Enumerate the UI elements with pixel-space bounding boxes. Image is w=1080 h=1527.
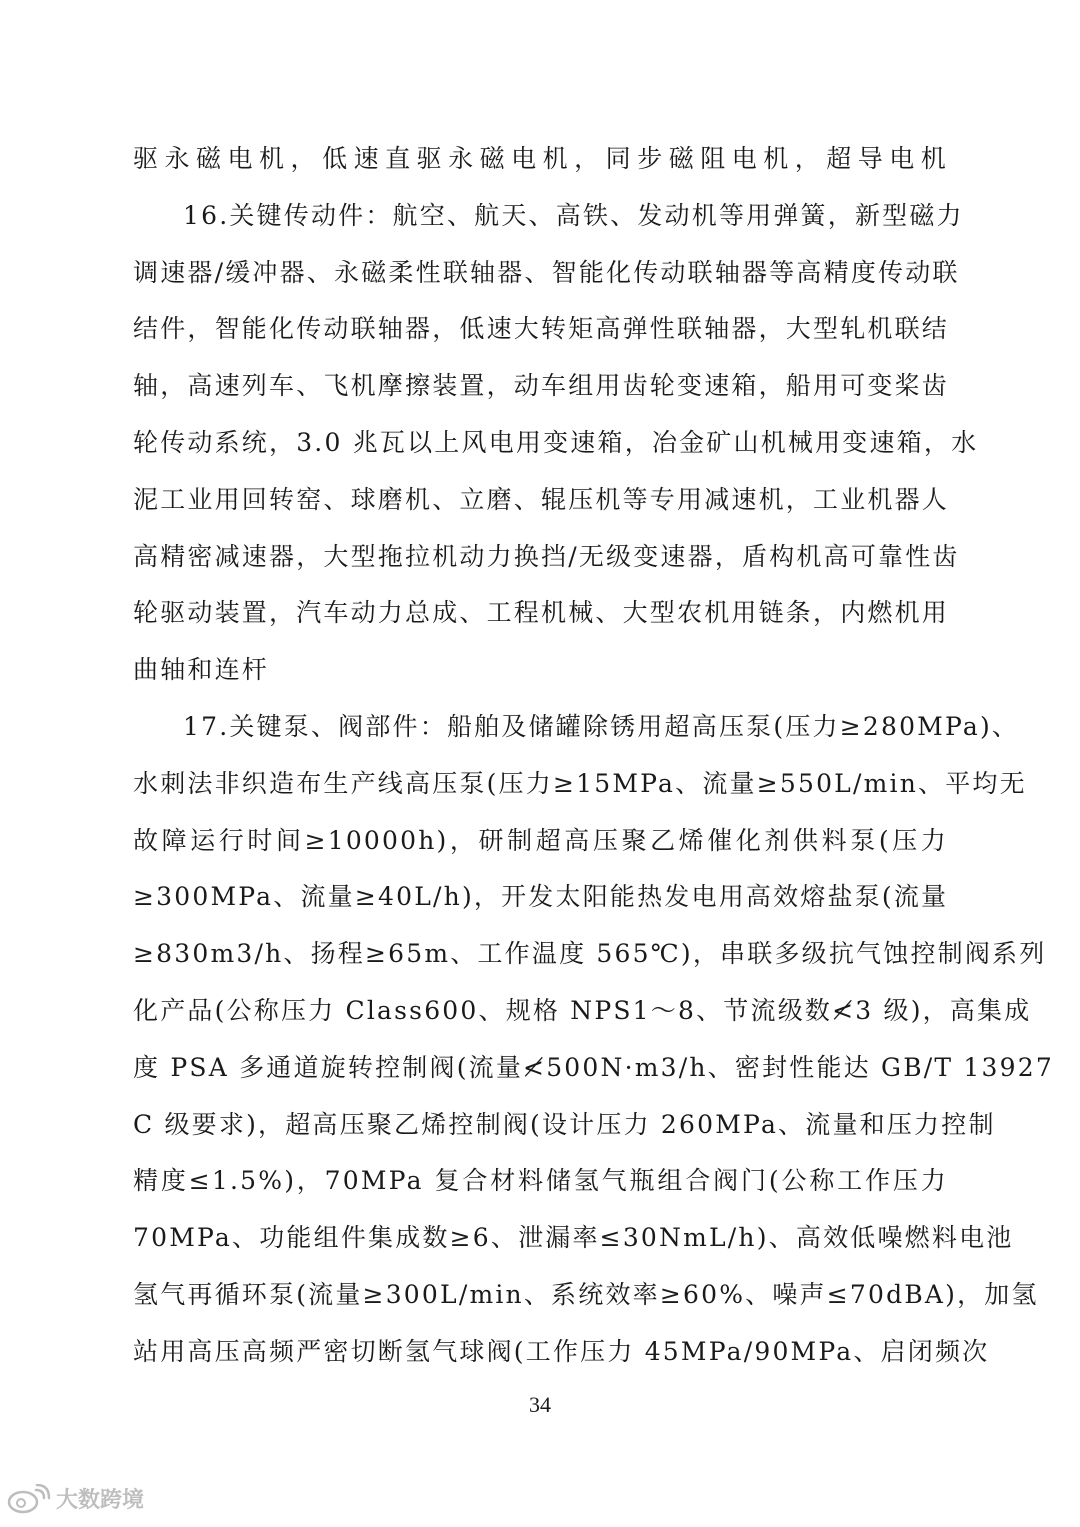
text-line: 站用高压高频严密切断氢气球阀(工作压力 45MPa/90MPa、启闭频次 bbox=[133, 1336, 990, 1366]
text-line: 高精密减速器，大型拖拉机动力换挡/无级变速器，盾构机高可靠性齿 bbox=[133, 541, 960, 571]
page-number: 34 bbox=[529, 1392, 551, 1417]
watermark bbox=[6, 1483, 144, 1514]
text-line: ≥300MPa、流量≥40L/h)，开发太阳能热发电用高效熔盐泵(流量 bbox=[133, 882, 949, 912]
text-line: 70MPa、功能组件集成数≥6、泄漏率≤30NmL/h)、高效低噪燃料电池 bbox=[133, 1223, 1014, 1253]
text-line: 轮传动系统，3.0 兆瓦以上风电用变速箱，冶金矿山机械用变速箱，水 bbox=[133, 427, 979, 457]
document-body bbox=[133, 131, 1054, 1381]
text-line: 度 PSA 多通道旋转控制阀(流量≮500N·m3/h、密封性能达 GB/T 13927 bbox=[133, 1052, 1054, 1082]
text-line: 泥工业用回转窑、球磨机、立磨、辊压机等专用减速机，工业机器人 bbox=[133, 484, 950, 514]
text-line: 轮驱动装置，汽车动力总成、工程机械、大型农机用链条，内燃机用 bbox=[133, 598, 950, 628]
text-line: 曲轴和连杆 bbox=[133, 655, 270, 685]
text-line: ≥830m3/h、扬程≥65m、工作温度 565℃)，串联多级抗气蚀控制阀系列 bbox=[133, 939, 1047, 969]
text-line: 调速器/缓冲器、永磁柔性联轴器、智能化传动联轴器等高精度传动联 bbox=[133, 257, 960, 287]
text-line: 精度≤1.5%)，70MPa 复合材料储氢气瓶组合阀门(公称工作压力 bbox=[133, 1166, 948, 1196]
text-line: 轴，高速列车、飞机摩擦装置，动车组用齿轮变速箱，船用可变桨齿 bbox=[133, 371, 950, 401]
text-line: C 级要求)，超高压聚乙烯控制阀(设计压力 260MPa、流量和压力控制 bbox=[133, 1109, 996, 1139]
watermark-text: 大数跨境 bbox=[56, 1488, 145, 1513]
text-line: 结件，智能化传动联轴器，低速大转矩高弹性联轴器，大型轧机联结 bbox=[133, 314, 950, 344]
text-line: 水刺法非织造布生产线高压泵(压力≥15MPa、流量≥550L/min、平均无 bbox=[133, 768, 1027, 798]
text-line: 化产品(公称压力 Class600、规格 NPS1～8、节流级数≮3 级)，高集成 bbox=[133, 995, 1032, 1025]
text-line: 故障运行时间≥10000h)，研制超高压聚乙烯催化剂供料泵(压力 bbox=[133, 825, 948, 855]
text-line: 氢气再循环泵(流量≥300L/min、系统效率≥60%、噪声≤70dBA)，加氢 bbox=[133, 1279, 1039, 1309]
text-line: 17.关键泵、阀部件：船舶及储罐除锈用超高压泵(压力≥280MPa)、 bbox=[183, 711, 1020, 741]
text-line: 驱永磁电机，低速直驱永磁电机，同步磁阻电机，超导电机 bbox=[133, 144, 948, 173]
text-line: 16.关键传动件：航空、航天、高铁、发动机等用弹簧，新型磁力 bbox=[183, 200, 964, 230]
weibo-logo-icon bbox=[6, 1484, 52, 1514]
